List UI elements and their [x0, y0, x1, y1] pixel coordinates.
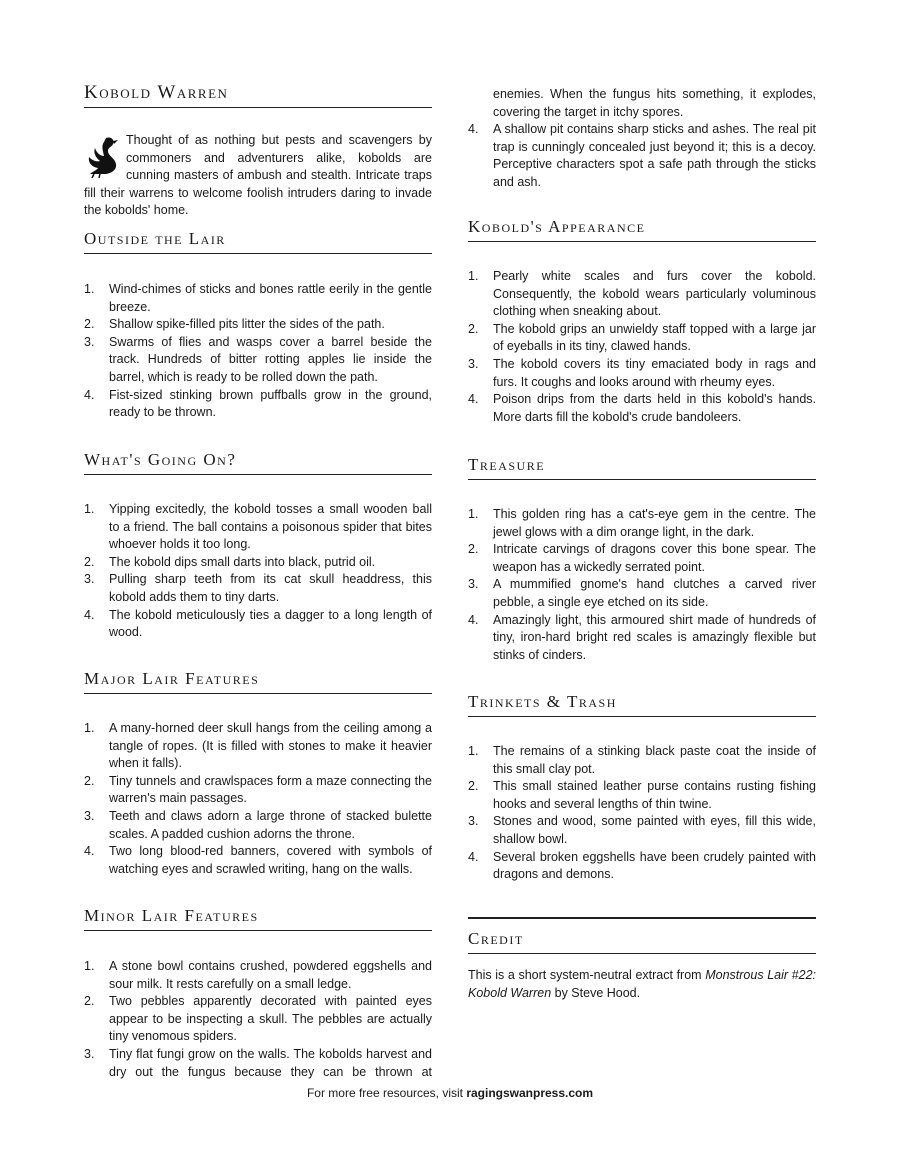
credit-top-rule	[468, 917, 816, 919]
item-number: 4.	[468, 849, 479, 864]
swan-logo-icon	[84, 134, 120, 178]
item-number: 1.	[84, 959, 95, 973]
item-text: Tiny tunnels and crawlspaces form a maze connecting the warren's main passages.	[109, 773, 432, 806]
item-number: 2.	[468, 321, 479, 336]
heading-major-lair-features: Major Lair Features	[84, 669, 432, 694]
item-number: 2.	[84, 317, 95, 332]
heading-whats-going-on: What's Going On?	[84, 450, 432, 475]
list-item	[468, 268, 816, 321]
treasure-list	[468, 506, 816, 664]
credit-text-post: by Steve Hood.	[551, 985, 641, 1000]
item-number: 4.	[84, 844, 95, 859]
intro-paragraph	[84, 132, 432, 220]
heading-outside-the-lair: Outside the Lair	[84, 229, 432, 254]
list-item	[468, 813, 816, 848]
credit-paragraph	[468, 967, 816, 1002]
item-number: 3.	[468, 577, 479, 592]
list-item	[84, 773, 432, 808]
item-number: 3.	[468, 356, 479, 371]
item-number: 3.	[84, 1046, 95, 1061]
item-text: The kobold covers its tiny emaciated body in rags and furs. It coughs and looks around with rheumy eyes.	[493, 356, 816, 389]
item-text: Shallow spike-filled pits litter the sides of the path.	[109, 317, 385, 332]
item-number: 1.	[468, 269, 479, 283]
page-footer	[0, 1086, 900, 1100]
item-number: 2.	[468, 779, 479, 794]
list-item	[84, 843, 432, 878]
heading-kobolds-appearance: Kobold's Appearance	[468, 217, 816, 242]
item-number: 1.	[468, 507, 479, 521]
list-item	[468, 612, 816, 665]
item-number: 4.	[468, 392, 479, 407]
item-text: The remains of a stinking black paste coat the inside of this small clay pot.	[493, 744, 816, 776]
list-item	[84, 958, 432, 993]
heading-minor-lair-features: Minor Lair Features	[84, 906, 432, 931]
list-item	[468, 778, 816, 813]
item-number: 4.	[84, 607, 95, 622]
item-number: 2.	[84, 554, 95, 569]
list-item	[84, 808, 432, 843]
list-item	[84, 720, 432, 773]
item-text: This golden ring has a cat's-eye gem in the centre. The jewel glows with a dim orange light, in the dark.	[493, 507, 816, 539]
list-item	[468, 541, 816, 576]
item-number: 2.	[84, 773, 95, 788]
item-text: Several broken eggshells have been crudely painted with dragons and demons.	[493, 849, 816, 882]
intro-text: Thought of as nothing but pests and scavengers by commoners and adventurers alike, kobolds are cunning masters of ambush and stealth. Intricate traps fill their warrens to welcome foolish intruders daring to invade the kobolds' home.	[84, 133, 432, 218]
list-item	[84, 316, 432, 334]
list-item	[84, 571, 432, 606]
list-item	[84, 334, 432, 387]
item-number: 3.	[84, 334, 95, 349]
item-text: A mummified gnome's hand clutches a carved river pebble, a single eye etched on its side.	[493, 577, 816, 609]
list-item	[468, 576, 816, 611]
going-on-list	[84, 501, 432, 642]
item-text: This small stained leather purse contains rusting fishing hooks and several lengths of thin twine.	[493, 779, 816, 811]
item-number: 4.	[468, 612, 479, 627]
item-number: 1.	[84, 282, 95, 296]
item-text: enemies. When the fungus hits something, it explodes, covering the target in itchy spores.	[493, 87, 816, 119]
list-item	[84, 607, 432, 642]
item-number: 2.	[84, 994, 95, 1009]
list-item	[468, 391, 816, 426]
item-number: 1.	[468, 744, 479, 758]
item-text: Teeth and claws adorn a large throne of stacked bulette scales. A padded cushion adorns the throne.	[109, 808, 432, 841]
minor-list	[84, 958, 432, 1081]
list-item	[84, 281, 432, 316]
heading-trinkets-and-trash: Trinkets & Trash	[468, 692, 816, 717]
list-item	[468, 121, 816, 191]
item-number: 1.	[84, 721, 95, 735]
item-text: The kobold grips an unwieldy staff topped with a large jar of eyeballs in its tiny, clawed hands.	[493, 321, 816, 354]
list-item	[84, 387, 432, 422]
item-number: 3.	[84, 572, 95, 587]
appearance-list	[468, 268, 816, 426]
footer-link[interactable]: ragingswanpress.com	[466, 1086, 594, 1100]
item-text: Two long blood-red banners, covered with symbols of watching eyes and scrawled writing, hang on the walls.	[109, 844, 432, 876]
list-item	[84, 501, 432, 554]
item-text: Stones and wood, some painted with eyes, fill this wide, shallow bowl.	[493, 814, 816, 846]
list-item	[84, 554, 432, 572]
heading-credit: Credit	[468, 929, 816, 954]
item-number: 4.	[468, 122, 479, 137]
item-number: 3.	[84, 808, 95, 823]
item-text: The kobold dips small darts into black, putrid oil.	[109, 554, 376, 569]
list-item	[468, 356, 816, 391]
item-text: Poison drips from the darts held in this kobold's hands. More darts fill the kobold's crude bandoleers.	[493, 392, 816, 424]
item-text: Fist-sized stinking brown puffballs grow in the ground, ready to be thrown.	[109, 387, 432, 420]
credit-text-pre: This is a short system-neutral extract from	[468, 968, 706, 982]
item-text: Tiny flat fungi grow on the walls. The kobolds harvest and dry out the fungus because they can be thrown at	[109, 1046, 432, 1079]
item-number: 1.	[84, 502, 95, 516]
item-text: Amazingly light, this armoured shirt made of hundreds of tiny, iron-hard bright red scales is amazingly flexible but stinks of cinders.	[493, 612, 816, 662]
minor-list-continued	[468, 86, 816, 192]
item-text: A stone bowl contains crushed, powdered eggshells and sour milk. It rests carefully on a small ledge.	[109, 959, 432, 991]
item-number: 3.	[468, 814, 479, 829]
item-text: The kobold meticulously ties a dagger to a long length of wood.	[109, 607, 432, 640]
item-text: Yipping excitedly, the kobold tosses a small wooden ball to a friend. The ball contains a poisonous spider that bites whoever holds it too long.	[109, 502, 432, 552]
item-text: Two pebbles apparently decorated with painted eyes appear to be inspecting a skull. The pebbles are actually tiny venomous spiders.	[109, 994, 432, 1044]
list-item	[468, 321, 816, 356]
list-item	[468, 743, 816, 778]
item-text: A shallow pit contains sharp sticks and ashes. The real pit trap is cunningly concealed just beyond it; this is a decoy. Perceptive characters spot a safe path through the sticks and ash.	[493, 122, 816, 189]
list-item-continued	[468, 86, 816, 121]
item-text: Swarms of flies and wasps cover a barrel beside the track. Hundreds of bitter rotting apples lie inside the barrel, which is ready to be rolled down the path.	[109, 334, 432, 384]
item-text: A many-horned deer skull hangs from the ceiling among a tangle of ropes. (It is filled with stones to make it heavier when it falls).	[109, 721, 432, 771]
list-item	[468, 849, 816, 884]
heading-treasure: Treasure	[468, 455, 816, 480]
page-title: Kobold Warren	[84, 83, 432, 108]
item-text: Intricate carvings of dragons cover this bone spear. The weapon has a wickedly serrated point.	[493, 542, 816, 574]
item-text: Pulling sharp teeth from its cat skull headdress, this kobold adds them to tiny darts.	[109, 572, 432, 604]
item-number: 4.	[84, 387, 95, 402]
outside-list	[84, 281, 432, 422]
credit-work-title: Monstrous Lair #22: Kobold Warren	[468, 968, 816, 1000]
list-item	[84, 993, 432, 1046]
major-list	[84, 720, 432, 878]
item-number: 2.	[468, 542, 479, 557]
item-text: Wind-chimes of sticks and bones rattle eerily in the gentle breeze.	[109, 282, 432, 314]
item-text: Pearly white scales and furs cover the kobold. Consequently, the kobold wears particularly voluminous clothing when sneaking about.	[493, 269, 816, 319]
footer-text: For more free resources, visit	[306, 1086, 467, 1100]
trinkets-list	[468, 743, 816, 884]
list-item	[84, 1046, 432, 1081]
list-item	[468, 506, 816, 541]
